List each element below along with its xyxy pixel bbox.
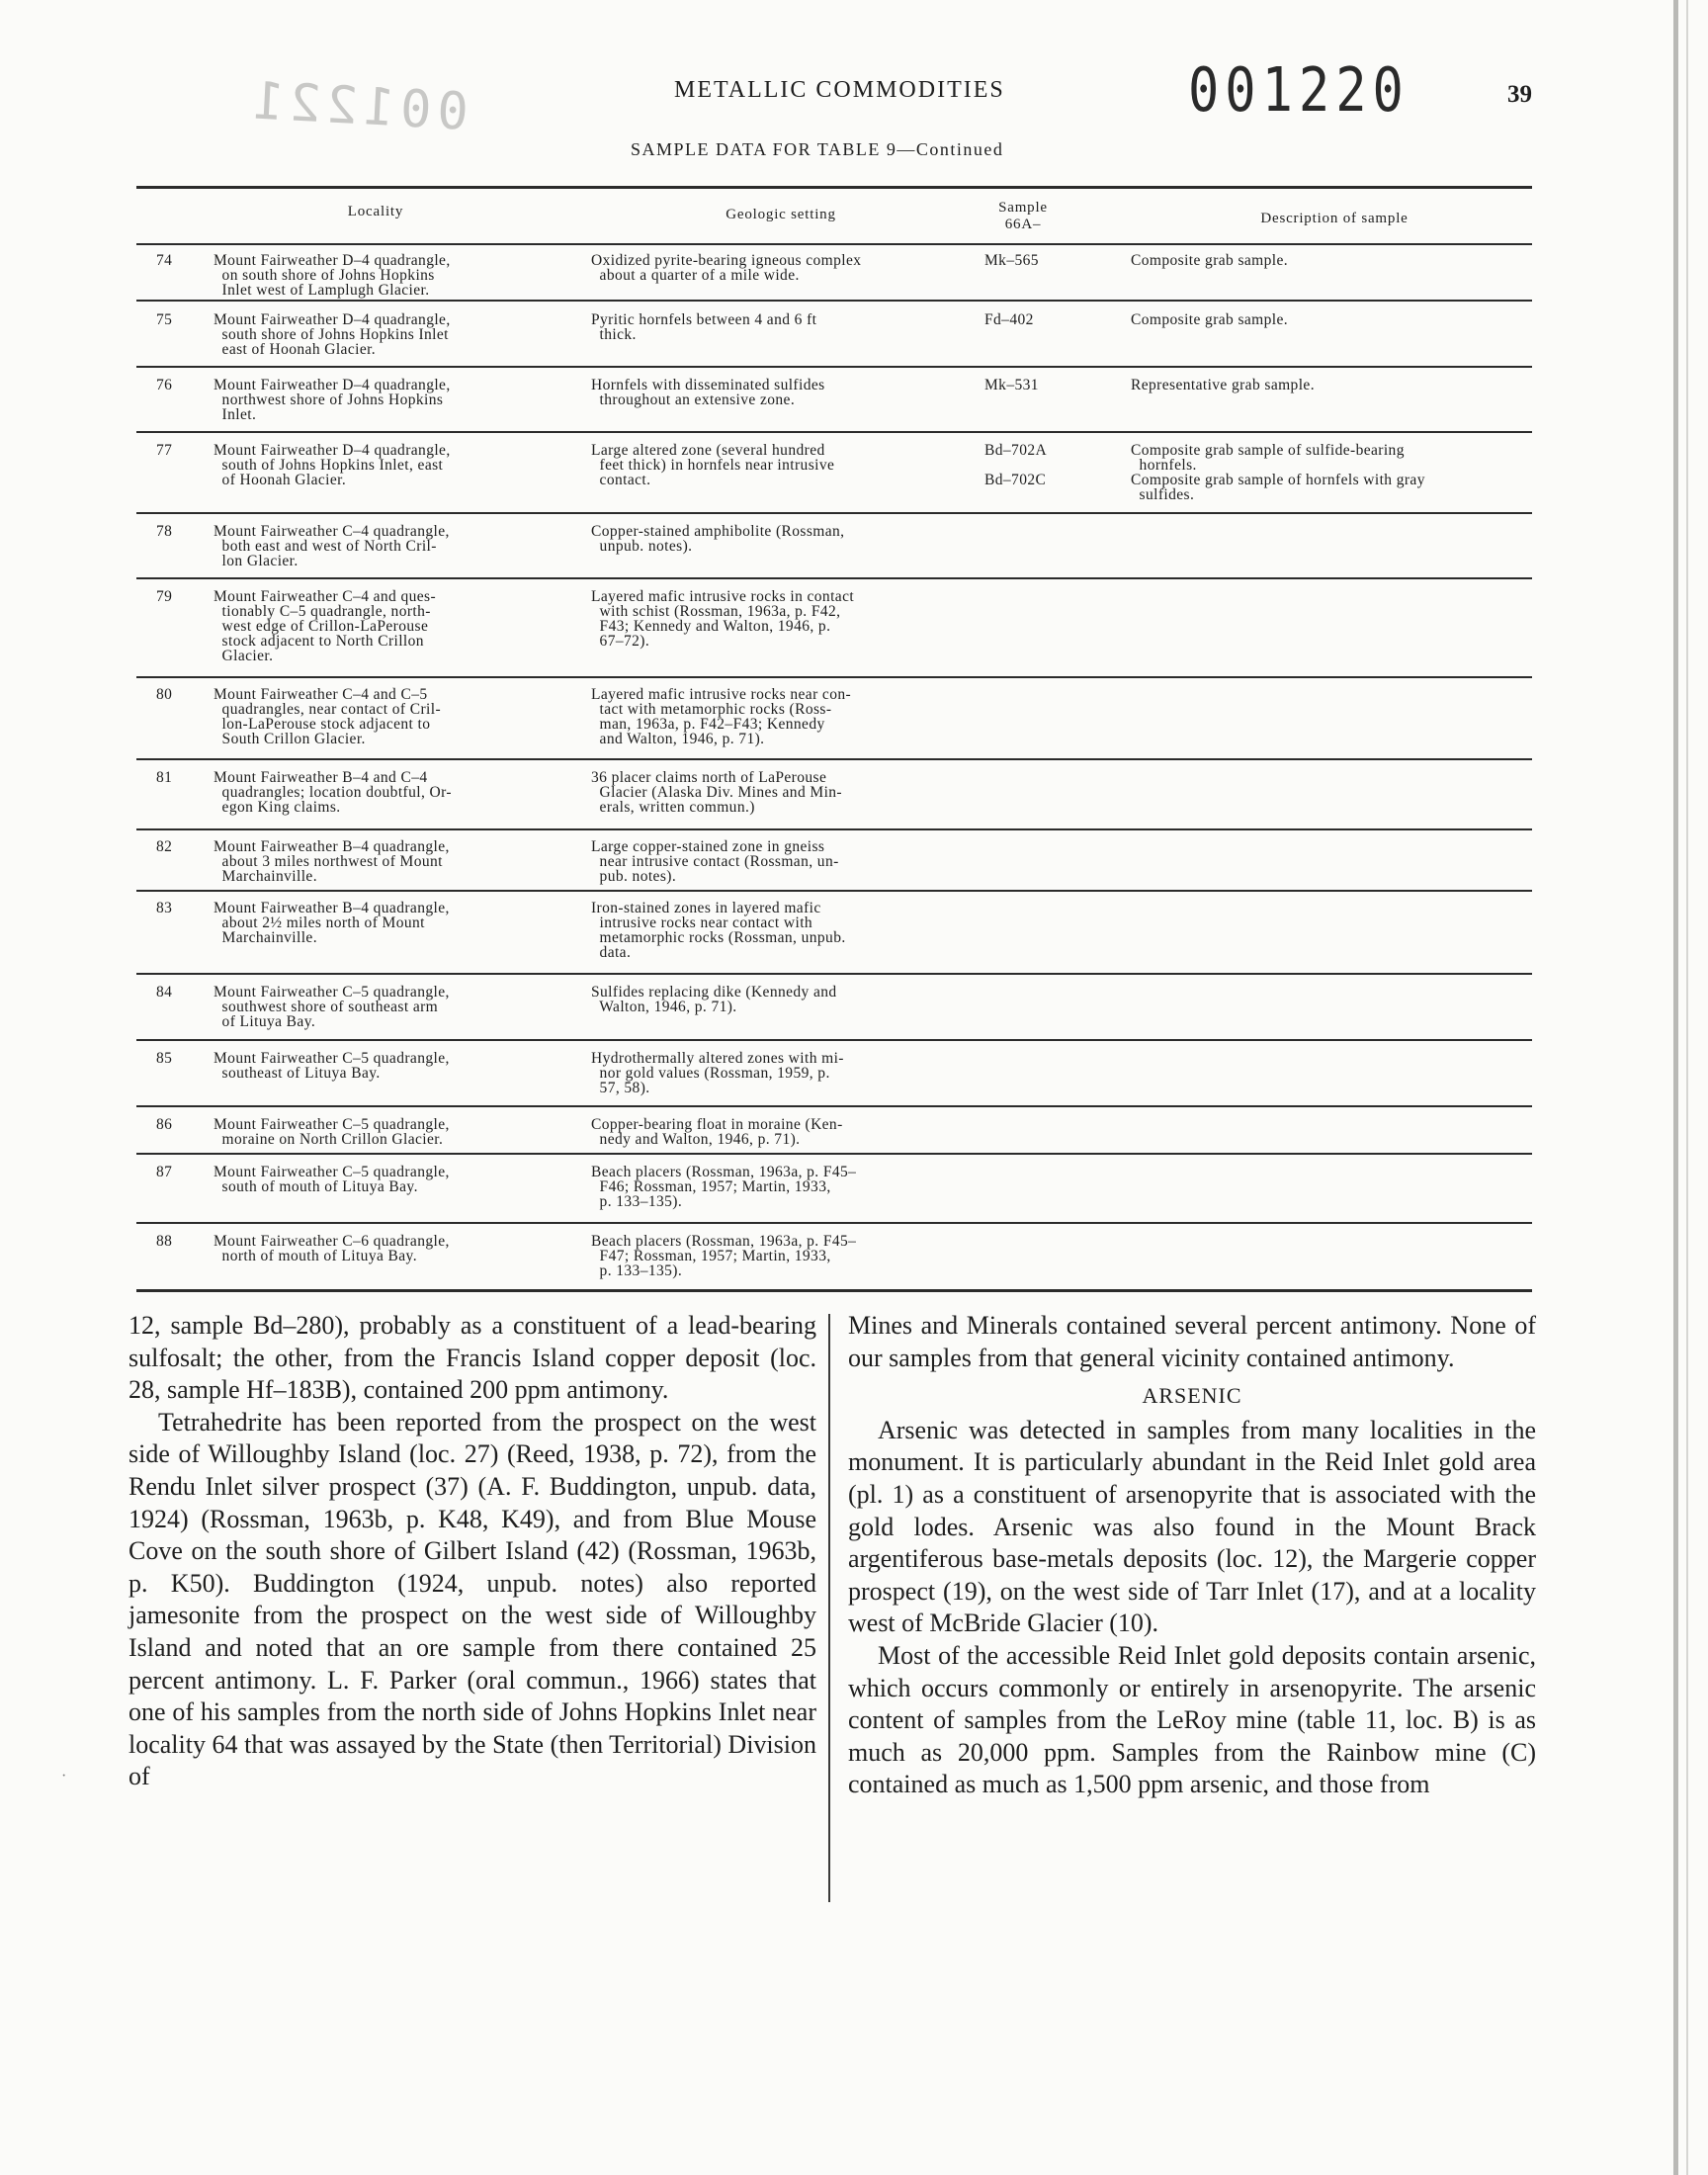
row-number: 87	[156, 1164, 173, 1180]
row-number: 79	[156, 588, 173, 605]
geologic-setting-cell: Hydrothermally altered zones with mi- nor gold values (Rossman, 1959, p. 57, 58).	[591, 1050, 844, 1096]
geologic-setting-cell: Sulfides replacing dike (Kennedy and Walton, 1946, p. 71).	[591, 984, 837, 1015]
locality-cell: Mount Fairweather C–5 quadrangle, south of mouth of Lituya Bay.	[214, 1164, 450, 1195]
row-number: 81	[156, 769, 173, 786]
locality-cell: Mount Fairweather C–6 quadrangle, north of mouth of Lituya Bay.	[214, 1233, 450, 1264]
table-title: SAMPLE DATA FOR TABLE 9—Continued	[631, 139, 1004, 159]
paragraph: Most of the accessible Reid Inlet gold deposits contain arsenic, which occurs commonly or entirely in arsenopyrite. The arsenic content of samples from the LeRoy mine (table 11, loc. B) is as much as 20,000 ppm. Samples from the Rainbow mine (C) contained as much as 1,500 ppm arsenic, and those from	[848, 1640, 1536, 1799]
table-row-rule	[136, 758, 1532, 760]
table-row-rule	[136, 828, 1532, 830]
row-number: 75	[156, 311, 173, 328]
locality-cell: Mount Fairweather B–4 quadrangle, about 2½ miles north of Mount Marchainville.	[214, 900, 450, 946]
locality-cell: Mount Fairweather D–4 quadrangle, south shore of Johns Hopkins Inlet east of Hoonah Glacier.	[214, 311, 451, 358]
page-number: 39	[1507, 81, 1532, 108]
row-number: 77	[156, 442, 173, 459]
geologic-setting-cell: 36 placer claims north of LaPerouse Glacier (Alaska Div. Mines and Min- erals, written commun.)	[591, 769, 842, 816]
geologic-setting-cell: Large copper-stained zone in gneiss near intrusive contact (Rossman, un- pub. notes).	[591, 838, 839, 885]
row-number: 78	[156, 523, 173, 540]
sample-id-cell: Fd–402	[984, 311, 1034, 328]
bleed-through-stamp: 001221	[245, 71, 470, 142]
locality-cell: Mount Fairweather D–4 quadrangle, south of Johns Hopkins Inlet, east of Hoonah Glacier.	[214, 442, 451, 488]
table-row-rule	[136, 890, 1532, 892]
locality-cell: Mount Fairweather C–4 and C–5 quadrangles, near contact of Cril- lon-LaPerouse stock adjacent to South Crillon Glacier.	[214, 686, 442, 747]
table-row-rule	[136, 431, 1532, 433]
description-cell: Representative grab sample.	[1131, 377, 1315, 393]
locality-cell: Mount Fairweather B–4 quadrangle, about 3 miles northwest of Mount Marchainville.	[214, 838, 450, 885]
geologic-setting-cell: Beach placers (Rossman, 1963a, p. F45– F46; Rossman, 1957; Martin, 1933, p. 133–135).	[591, 1164, 857, 1210]
table-top-rule	[136, 186, 1532, 189]
col-header-description: Description of sample	[1260, 211, 1409, 226]
paragraph: Tetrahedrite has been reported from the prospect on the west side of Willoughby Island (loc. 27) (Reed, 1938, p. 72), from the Rendu Inlet silver prospect (37) (A. F. Buddington, unpub. data, 1924) (Rossman, 1963b, p. K48, K49), and from Blue Mouse Cove on the south shore of Gilbert Island (42) (Rossman, 1963b, p. K50). Buddington (1924, unpub. notes) also reported jamesonite from the prospect on the west side of Willoughby Island and noted that an ore sample from there contained 25 percent antimony. L. F. Parker (oral commun., 1966) states that one of his samples from the north side of Johns Hopkins Inlet near locality 64 that was assayed by the State (then Territorial) Division of	[128, 1407, 816, 1791]
geologic-setting-cell: Layered mafic intrusive rocks near con- tact with metamorphic rocks (Ross- man, 1963a, p. F42–F43; Kennedy and Walton, 1946, p. 71).	[591, 686, 852, 747]
paragraph: Arsenic was detected in samples from many localities in the monument. It is particularly abundant in the Reid Inlet gold area (pl. 1) as a constituent of arsenopyrite that is associated with the gold lodes. Arsenic was also found in the Mount Brack argentiferous base-metals deposits (loc. 12), the Margerie copper prospect (19), on the west side of Tarr Inlet (17), and at a locality west of McBride Glacier (10).	[848, 1415, 1536, 1638]
table-bottom-rule	[136, 1289, 1532, 1292]
geologic-setting-cell: Iron-stained zones in layered mafic intrusive rocks near contact with metamorphic rocks (Rossman, unpub. data.	[591, 900, 846, 961]
locality-cell: Mount Fairweather D–4 quadrangle, on south shore of Johns Hopkins Inlet west of Lamplugh Glacier.	[214, 252, 451, 299]
scan-speck: ·	[61, 1768, 67, 1784]
sample-id-cell: Mk–531	[984, 377, 1039, 393]
geologic-setting-cell: Hornfels with disseminated sulfides throughout an extensive zone.	[591, 377, 825, 408]
geologic-setting-cell: Beach placers (Rossman, 1963a, p. F45– F47; Rossman, 1957; Martin, 1933, p. 133–135).	[591, 1233, 857, 1279]
locality-cell: Mount Fairweather C–5 quadrangle, moraine on North Crillon Glacier.	[214, 1116, 450, 1148]
page-edge-shadow	[1686, 0, 1688, 2175]
description-cell: Composite grab sample.	[1131, 311, 1289, 328]
table-row-rule	[136, 973, 1532, 975]
running-title: METALLIC COMMODITIES	[674, 77, 1005, 103]
table-row-rule	[136, 1222, 1532, 1224]
page-edge	[1673, 0, 1678, 2175]
geologic-setting-cell: Copper-stained amphibolite (Rossman, unpub. notes).	[591, 523, 845, 555]
table-header-rule	[136, 243, 1532, 245]
table-row-rule	[136, 366, 1532, 368]
description-cell: Composite grab sample.	[1131, 252, 1289, 269]
geologic-setting-cell: Pyritic hornfels between 4 and 6 ft thick.	[591, 311, 817, 343]
body-column-right	[848, 1310, 1536, 1801]
table-row-rule	[136, 676, 1532, 678]
geologic-setting-cell: Copper-bearing float in moraine (Ken- nedy and Walton, 1946, p. 71).	[591, 1116, 843, 1148]
locality-cell: Mount Fairweather C–4 and ques- tionably C–5 quadrangle, north- west edge of Crillon-LaPerouse stock adjacent to North Crillon Glacier.	[214, 588, 437, 664]
geologic-setting-cell: Oxidized pyrite-bearing igneous complex about a quarter of a mile wide.	[591, 252, 862, 284]
sample-id-cell: Mk–565	[984, 252, 1039, 269]
document-stamp-number: 001220	[1188, 55, 1409, 127]
geologic-setting-cell: Large altered zone (several hundred feet thick) in hornfels near intrusive contact.	[591, 442, 835, 488]
row-number: 85	[156, 1050, 173, 1067]
paragraph: Mines and Minerals contained several percent antimony. None of our samples from that general vicinity contained antimony.	[848, 1311, 1536, 1372]
row-number: 80	[156, 686, 173, 703]
table-row-rule	[136, 1153, 1532, 1155]
row-number: 83	[156, 900, 173, 916]
row-number: 86	[156, 1116, 173, 1133]
sample-id-cell: Bd–702A Bd–702C	[984, 442, 1048, 488]
paragraph: 12, sample Bd–280), probably as a constituent of a lead-bearing sulfosalt; the other, from the Francis Island copper deposit (loc. 28, sample Hf–183B), contained 200 ppm antimony.	[128, 1311, 816, 1405]
row-number: 88	[156, 1233, 173, 1250]
locality-cell: Mount Fairweather C–5 quadrangle, southwest shore of southeast arm of Lituya Bay.	[214, 984, 450, 1030]
col-header-geologic-setting: Geologic setting	[726, 207, 836, 222]
section-heading-arsenic: ARSENIC	[1142, 1383, 1242, 1409]
col-header-locality: Locality	[347, 204, 404, 219]
locality-cell: Mount Fairweather C–5 quadrangle, southeast of Lituya Bay.	[214, 1050, 450, 1082]
table-row-rule	[136, 300, 1532, 302]
col-header-sample: Sample 66A–	[998, 200, 1048, 232]
column-separator	[828, 1314, 830, 1902]
row-number: 76	[156, 377, 173, 393]
geologic-setting-cell: Layered mafic intrusive rocks in contact with schist (Rossman, 1963a, p. F42, F43; Kennedy and Walton, 1946, p. 67–72).	[591, 588, 855, 650]
table-row-rule	[136, 1039, 1532, 1041]
locality-cell: Mount Fairweather C–4 quadrangle, both east and west of North Cril- lon Glacier.	[214, 523, 450, 569]
row-number: 84	[156, 984, 173, 1000]
row-number: 82	[156, 838, 173, 855]
table-row-rule	[136, 577, 1532, 579]
table-row-rule	[136, 1105, 1532, 1107]
locality-cell: Mount Fairweather B–4 and C–4 quadrangles; location doubtful, Or- egon King claims.	[214, 769, 452, 816]
locality-cell: Mount Fairweather D–4 quadrangle, northwest shore of Johns Hopkins Inlet.	[214, 377, 451, 423]
body-column-left	[128, 1310, 816, 1793]
table-row-rule	[136, 512, 1532, 514]
description-cell: Composite grab sample of sulfide-bearing hornfels. Composite grab sample of hornfels with gray sulfides.	[1131, 442, 1425, 503]
row-number: 74	[156, 252, 173, 269]
